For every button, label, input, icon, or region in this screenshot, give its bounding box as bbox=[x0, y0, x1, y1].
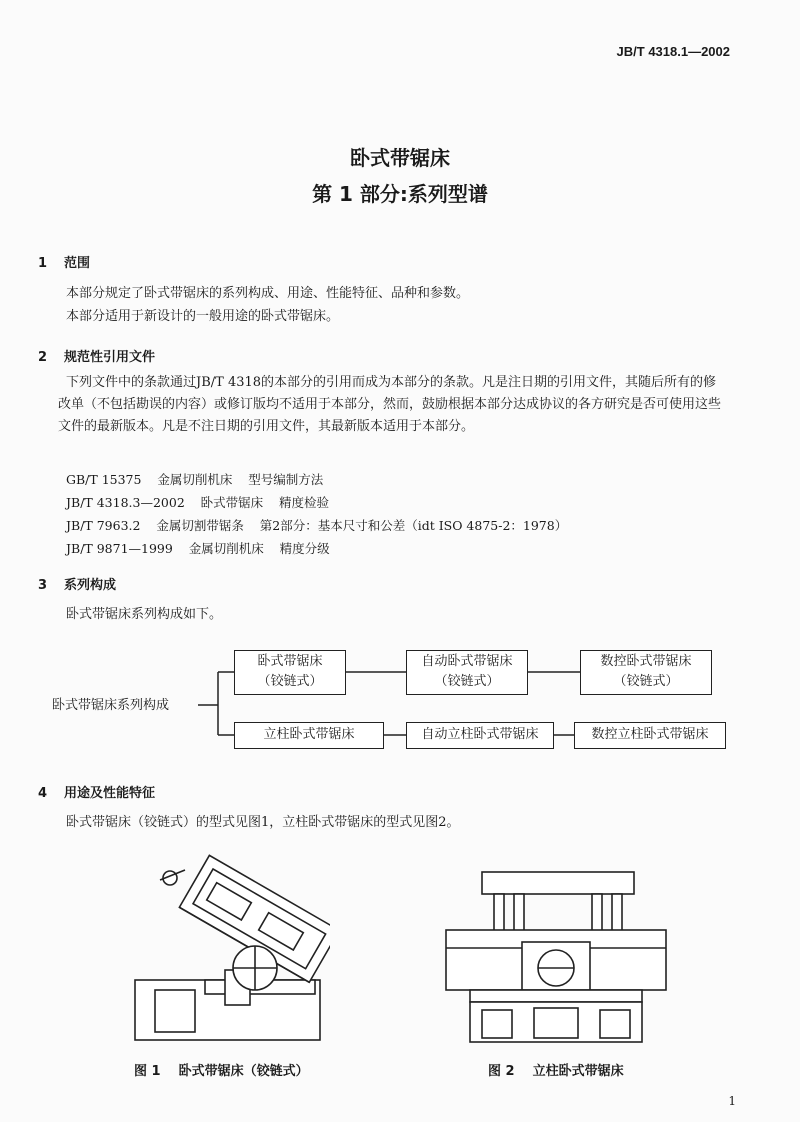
box-line-2: （铰链式） bbox=[434, 674, 500, 689]
figure-1-drawing bbox=[130, 850, 330, 1050]
reference-item: JB/T 7963.2 金属切割带锯条 第2部分：基本尺寸和公差（idt ISO 4875-2：1978） bbox=[66, 518, 568, 533]
section-1-para-2: 本部分适用于新设计的一般用途的卧式带锯床。 bbox=[66, 309, 340, 324]
box-line-1: 自动卧式带锯床 bbox=[421, 654, 513, 669]
box-line-1: 数控卧式带锯床 bbox=[600, 654, 692, 669]
series-box-auto-hinged bbox=[406, 650, 528, 695]
section-number: 1 bbox=[38, 256, 48, 271]
section-number: 4 bbox=[38, 786, 48, 801]
series-box-cnc-column: 数控立柱卧式带锯床 bbox=[574, 722, 726, 749]
reference-item: JB/T 4318.3—2002 卧式带锯床 精度检验 bbox=[66, 495, 330, 510]
series-box-column: 立柱卧式带锯床 bbox=[234, 722, 384, 749]
series-box-cnc-hinged bbox=[580, 650, 712, 695]
reference-item: JB/T 9871—1999 金属切削机床 精度分级 bbox=[66, 541, 330, 556]
document-title: 卧式带锯床 bbox=[350, 146, 450, 170]
standard-code: JB/T 4318.1—2002 bbox=[616, 44, 730, 59]
reference-item: GB/T 15375 金属切削机床 型号编制方法 bbox=[66, 472, 324, 487]
section-4-heading bbox=[38, 782, 155, 801]
series-box-hinged bbox=[234, 650, 346, 695]
section-3-intro: 卧式带锯床系列构成如下。 bbox=[66, 607, 223, 622]
box-line-2: （铰链式） bbox=[613, 674, 679, 689]
figure-1-caption: 图 1 卧式带锯床（铰链式） bbox=[134, 1064, 309, 1079]
document-subtitle: 第 1 部分:系列型谱 bbox=[312, 182, 488, 206]
box-line-2: （铰链式） bbox=[257, 674, 323, 689]
section-title: 范围 bbox=[64, 256, 91, 271]
section-2-intro-text: 下列文件中的条款通过JB/T 4318的本部分的引用而成为本部分的条款。凡是注日期的引用文件，其随后所有的修改单（不包括勘误的内容）或修订版均不适用于本部分，然而，鼓励根据本部分达成协议的各方研究是否可使用这些文件的最新版本。凡是不注日期的引用文件，其最新版本适用于本部分。 bbox=[58, 375, 722, 434]
figure-2-drawing bbox=[442, 868, 670, 1050]
section-4-intro: 卧式带锯床（铰链式）的型式见图1，立柱卧式带锯床的型式见图2。 bbox=[66, 815, 460, 830]
section-1-para-1: 本部分规定了卧式带锯床的系列构成、用途、性能特征、品种和参数。 bbox=[66, 286, 470, 301]
section-title: 系列构成 bbox=[64, 578, 117, 593]
box-line-1: 卧式带锯床 bbox=[257, 654, 323, 669]
section-title: 用途及性能特征 bbox=[64, 786, 156, 801]
section-title: 规范性引用文件 bbox=[64, 350, 156, 365]
figure-2-caption: 图 2 立柱卧式带锯床 bbox=[488, 1064, 624, 1079]
series-box-auto-column: 自动立柱卧式带锯床 bbox=[406, 722, 554, 749]
section-number: 3 bbox=[38, 578, 48, 593]
diagram-root-label: 卧式带锯床系列构成 bbox=[52, 698, 170, 713]
page-number: 1 bbox=[728, 1094, 736, 1108]
section-number: 2 bbox=[38, 350, 48, 365]
